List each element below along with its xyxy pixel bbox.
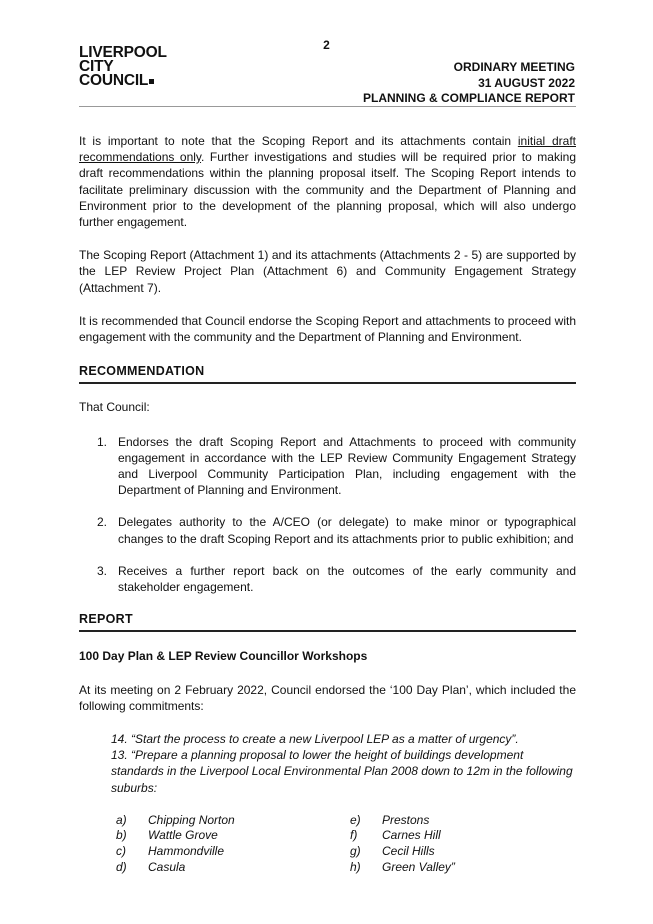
suburb-letter: b) (116, 828, 127, 843)
logo-line-2: CITY (79, 58, 114, 75)
suburb-letter: h) (350, 859, 361, 874)
list-item (350, 860, 550, 876)
recommendation-item (97, 514, 576, 546)
logo-line-3-wrap (79, 74, 179, 88)
list-item (116, 813, 350, 829)
recommendation-lead: That Council: (79, 400, 150, 415)
recommendation-item (97, 434, 576, 499)
quote-item-13: 13. “Prepare a planning proposal to lower the height of buildings development standards in the Liverpool Local Environmental Plan 2008 down to 12m in the following suburbs: (111, 748, 573, 795)
suburbs-column-left (116, 813, 350, 875)
council-logo (79, 46, 179, 88)
logo-dot-icon (149, 79, 154, 84)
list-item (116, 828, 350, 844)
list-item (350, 813, 550, 829)
item-text: Endorses the draft Scoping Report and Attachments to proceed with community engagement in accordance with the LEP Review Community Engagement Strategy and Liverpool Community Participation Plan, including engagement with the Department of Planning and Environment. (118, 434, 576, 498)
intro-paragraph-3: It is recommended that Council endorse the Scoping Report and attachments to proceed with engagement with the community and the Department of Planning and Environment. (79, 313, 576, 345)
document-body (79, 133, 576, 875)
item-number: 3. (97, 563, 108, 578)
commitments-quote (79, 731, 576, 796)
item-text: Delegates authority to the A/CEO (or delegate) to make minor or typographical changes to the draft Scoping Report and its attachments prior to public exhibition; and (118, 515, 576, 546)
logo-line-3: COUNCIL (79, 72, 149, 89)
meeting-date: 31 AUGUST 2022 (478, 75, 575, 90)
recommendation-item (97, 563, 576, 595)
report-name: PLANNING & COMPLIANCE REPORT (362, 91, 575, 105)
suburb-name: Prestons (382, 812, 430, 827)
header-divider (79, 106, 576, 107)
suburb-name: Cecil Hills (382, 844, 435, 859)
suburb-name: Chipping Norton (148, 812, 235, 827)
intro-p1-underlined: initial draft recommendations only (79, 134, 576, 165)
list-item (116, 844, 350, 860)
suburb-letter: f) (350, 828, 358, 843)
item-number: 1. (97, 434, 108, 449)
intro-p1-text-a: It is important to note that the Scoping Report and its attachments contain (79, 134, 518, 148)
intro-paragraph-2: The Scoping Report (Attachment 1) and its attachments (Attachments 2 - 5) are supported by the LEP Review Project Plan (Attachment 6) and Community Engagement Strategy (Attachment 7). (79, 248, 576, 295)
intro-p1-text-b: . Further investigations and studies will be required prior to making draft recommendations within the planning proposal itself. The Scoping Report intends to facilitate preliminary discussion with the community and the Department of Planning and Environment prior to the development of the planning proposal, which will also undergo further engagement. (79, 150, 576, 230)
suburb-letter: e) (350, 812, 361, 827)
list-item (350, 844, 550, 860)
suburb-name: Green Valley” (382, 859, 455, 874)
intro-paragraph-1 (79, 133, 576, 230)
suburb-letter: a) (116, 812, 127, 827)
suburb-name: Carnes Hill (382, 828, 441, 843)
item-text: Receives a further report back on the outcomes of the early community and stakeholder engagement. (118, 563, 576, 595)
logo-line-1: LIVERPOOL (79, 44, 167, 61)
suburb-letter: c) (116, 844, 126, 859)
page-number: 2 (323, 38, 330, 52)
quote-item-14: 14. “Start the process to create a new Liverpool LEP as a matter of urgency”. (111, 732, 519, 747)
suburbs-column-right (350, 813, 550, 875)
list-item (116, 860, 350, 876)
meeting-type: ORDINARY MEETING (453, 60, 575, 74)
suburb-letter: g) (350, 844, 361, 859)
report-heading: REPORT (79, 611, 576, 632)
item-number: 2. (97, 515, 108, 530)
suburb-letter: d) (116, 859, 127, 874)
report-paragraph-1: At its meeting on 2 February 2022, Council endorsed the ‘100 Day Plan’, which included the following commitments: (79, 682, 576, 713)
suburb-name: Wattle Grove (148, 828, 218, 843)
recommendation-heading: RECOMMENDATION (79, 363, 576, 384)
report-subheading: 100 Day Plan & LEP Review Councillor Workshops (79, 649, 368, 664)
list-item (350, 828, 550, 844)
suburb-name: Hammondville (148, 844, 225, 859)
recommendation-list (79, 434, 576, 596)
suburb-name: Casula (148, 859, 186, 874)
meeting-header (363, 60, 575, 107)
suburbs-list (79, 813, 576, 875)
